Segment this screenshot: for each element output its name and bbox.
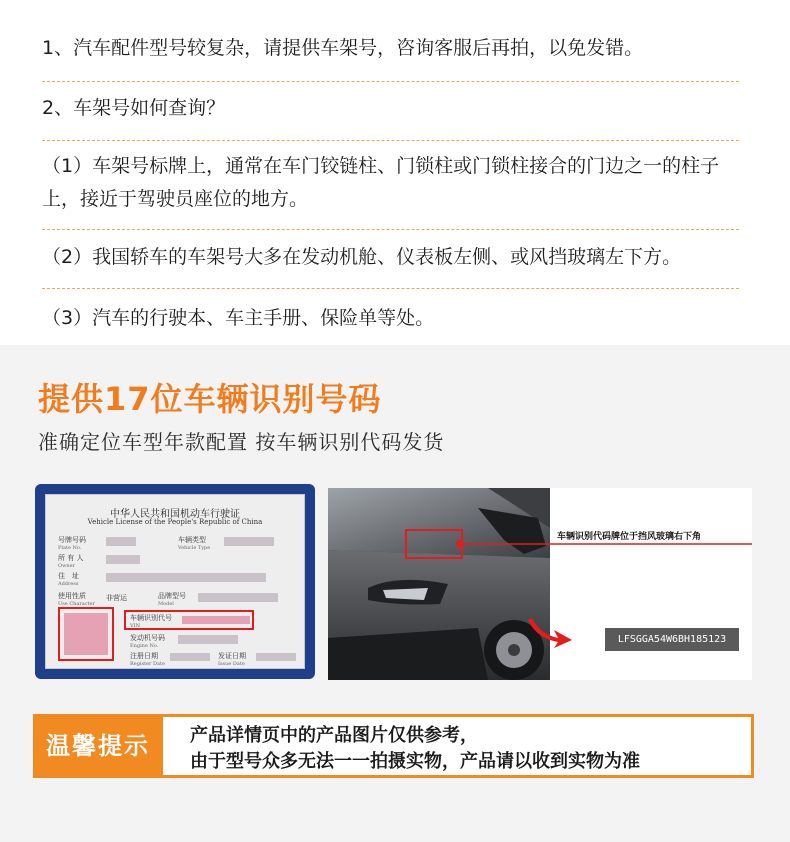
blurred-value	[170, 653, 210, 661]
vin-example: LFSGGA54W6BH185123	[605, 628, 739, 651]
blurred-photo	[64, 613, 108, 655]
notice-line-2: 由于型号众多无法一一拍摄实物，产品请以收到实物为准	[190, 751, 640, 772]
use-value: 非营运	[106, 594, 127, 602]
plate-label: 号牌号码 Plate No.	[58, 536, 86, 551]
notice-tag: 温馨提示	[33, 714, 163, 778]
divider	[42, 81, 739, 82]
divider	[42, 288, 739, 289]
faq-answer-3: （3）汽车的行驶本、车主手册、保险单等处。	[42, 307, 435, 329]
notice-banner	[33, 714, 754, 778]
section-title: 提供17位车辆识别号码	[38, 380, 382, 418]
blurred-value	[106, 573, 266, 582]
license-title: 中华人民共和国机动车行驶证	[110, 509, 240, 520]
address-label: 住 址 Address	[58, 572, 79, 587]
use-label: 使用性质 Use Character	[58, 592, 95, 607]
car-photo	[328, 488, 752, 680]
blurred-value	[178, 635, 238, 644]
register-label: 注册日期 Register Date	[130, 652, 165, 667]
blurred-value	[256, 653, 296, 661]
faq-note-1: 1、汽车配件型号较复杂，请提供车架号，咨询客服后再拍，以免发错。	[42, 37, 644, 59]
type-label: 车辆类型 Vehicle Type	[178, 536, 211, 551]
license-title-en: Vehicle License of the People's Republic of China	[87, 518, 263, 526]
notice-line-1: 产品详情页中的产品图片仅供参考，	[190, 725, 478, 746]
divider	[42, 140, 739, 141]
blurred-value	[106, 537, 136, 546]
faq-answer-1: （1）车架号标牌上，通常在车门铰链柱、门锁柱或门锁柱接合的门边之一的柱子上，接近于驾驶员座位的地方。	[42, 155, 720, 210]
blurred-value	[198, 593, 278, 602]
car-illustration	[328, 488, 752, 680]
blurred-value	[224, 537, 274, 546]
vin-location-caption: 车辆识别代码牌位于挡风玻璃右下角	[557, 532, 702, 542]
license-card	[45, 494, 305, 669]
owner-label: 所 有 人 Owner	[58, 554, 84, 569]
faq-section	[0, 0, 790, 345]
faq-answer-2: （2）我国轿车的车架号大多在发动机舱、仪表板左侧、或风挡玻璃左下方。	[42, 246, 682, 268]
engine-label: 发动机号码 Engine No.	[130, 634, 165, 649]
issue-label: 发证日期 Issue Date	[218, 652, 246, 667]
section-subtitle: 准确定位车型年款配置 按车辆识别代码发货	[38, 430, 445, 454]
blurred-vin	[182, 616, 250, 624]
blurred-value	[106, 555, 140, 564]
vehicle-license-image	[35, 484, 315, 679]
model-label: 品牌型号 Model	[158, 592, 186, 607]
vin-label: 车辆识别代号 VIN	[130, 614, 172, 629]
faq-question-2: 2、车架号如何查询？	[42, 97, 226, 119]
divider	[42, 229, 739, 230]
